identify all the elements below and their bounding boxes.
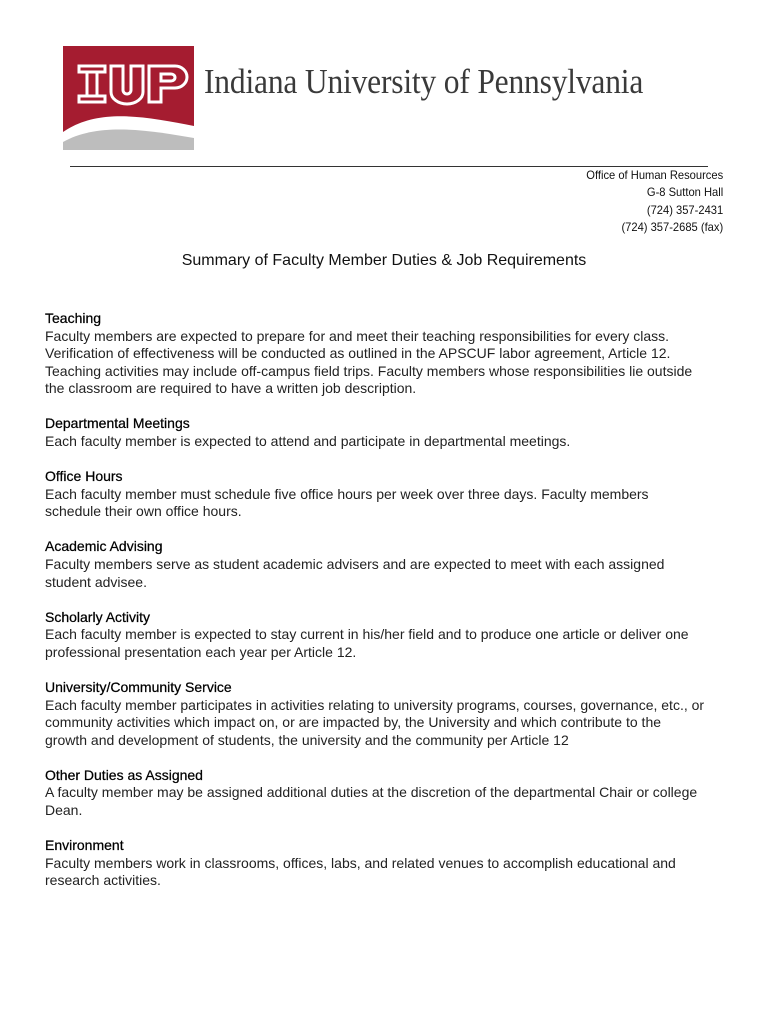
section-scholarly-activity [45,609,735,662]
section-heading: Environment [45,837,124,854]
section-environment [45,837,735,890]
office-address [586,167,723,237]
section-body-line: schedule their own office hours. [45,503,242,520]
section-heading: Teaching [45,310,102,326]
section-body-line: A faculty member may be assigned additional duties at the discretion of the departmental Chair or college [45,784,698,801]
section-body-line: Faculty members are expected to prepare for and meet their teaching responsibilities for every class. [45,327,670,344]
section-body-line: Each faculty member is expected to stay current in his/her field and to produce one article or deliver one [45,626,689,643]
section-body-line: Faculty members serve as student academic advisers and are expected to meet with each assigned [45,556,665,573]
section-body-line: Dean. [45,802,83,819]
section-heading: Other Duties as Assigned [45,766,203,783]
section-body-line: Each faculty member participates in activities relating to university programs, courses, governance, etc., or [45,696,705,713]
document-title: Summary of Faculty Member Duties & Job Requirements [181,252,587,269]
document-body [45,310,735,907]
office-name: Office of Human Resources [586,168,723,182]
iup-logo-mark [63,46,194,150]
office-location: G-8 Sutton Hall [646,185,723,200]
section-heading: University/Community Service [45,679,232,695]
section-body-line: Verification of effectiveness will be conducted as outlined in the APSCUF labor agreement, Article 12. [45,345,671,362]
section-departmental-meetings [45,415,735,450]
section-university-community-service [45,679,735,749]
section-office-hours [45,468,735,521]
section-heading: Office Hours [45,468,123,485]
section-body-line: Teaching activities may include off-campus field trips. Faculty members whose responsibilities lie outside [45,362,693,379]
section-academic-advising [45,538,735,591]
section-teaching [45,310,735,398]
section-heading: Departmental Meetings [45,415,190,432]
office-fax: (724) 357-2685 (fax) [621,220,723,235]
university-logo [63,46,194,150]
section-heading: Scholarly Activity [45,608,151,625]
section-heading: Academic Advising [45,538,163,555]
section-other-duties-as-assigned [45,767,735,820]
section-body-line: research activities. [45,872,161,889]
section-body-line: community activities which impact on, or are impacted by, the University and which contribute to the [45,714,662,731]
office-phone: (724) 357-2431 [646,202,723,217]
section-body-line: Each faculty member must schedule five office hours per week over three days. Faculty members [45,485,649,502]
university-name: Indiana University of Pennsylvania [204,62,644,101]
section-body-line: Faculty members work in classrooms, offices, labs, and related venues to accomplish educational and [45,854,676,871]
section-body-line: the classroom are required to have a written job description. [45,380,417,397]
section-body-line: student advisee. [45,573,147,590]
section-body-line: Each faculty member is expected to attend and participate in departmental meetings. [45,433,571,450]
section-body-line: growth and development of students, the university and the community per Article 12 [45,731,569,748]
section-body-line: professional presentation each year per Article 12. [45,643,357,660]
